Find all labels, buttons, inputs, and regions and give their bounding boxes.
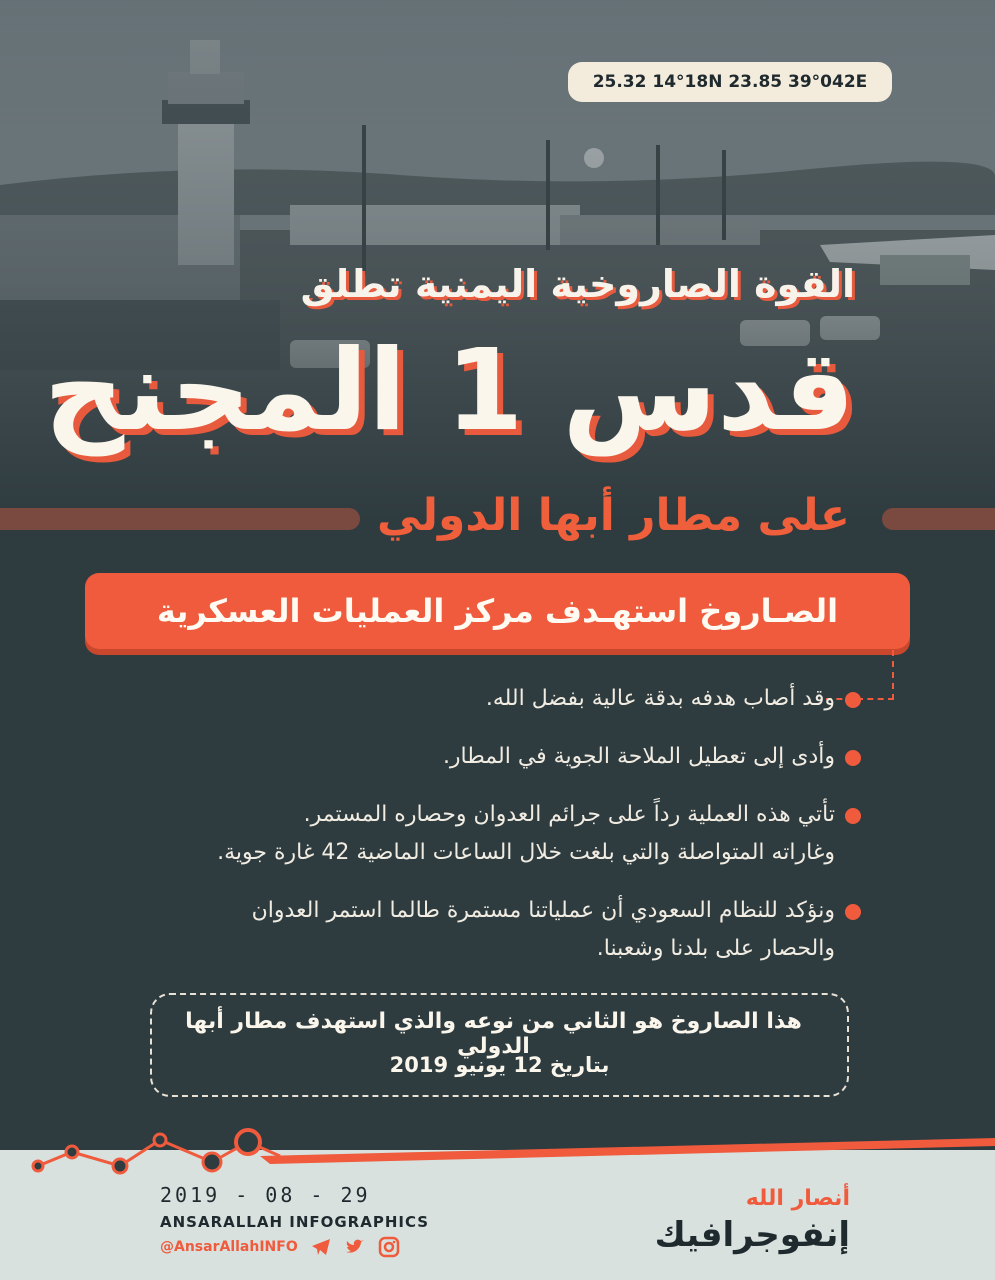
bullet-text: والحصار على بلدنا وشعبنا. bbox=[596, 936, 835, 961]
title-main: قدس 1 المجنح bbox=[43, 326, 855, 456]
twitter-icon[interactable] bbox=[344, 1236, 366, 1258]
footer-date: 2019 - 08 - 29 bbox=[160, 1183, 371, 1207]
decorative-bar-right bbox=[882, 508, 995, 530]
note-line-2: بتاريخ 12 يونيو 2019 bbox=[389, 1053, 610, 1077]
ansarallah-infographic-logo bbox=[654, 1185, 850, 1265]
bullet-item bbox=[95, 796, 835, 872]
footer-graph-decoration bbox=[0, 1118, 995, 1178]
subtitle-row bbox=[0, 490, 995, 546]
bullet-dot-icon bbox=[845, 692, 861, 708]
title-line-1: القوة الصاروخية اليمنية تطلق bbox=[300, 262, 855, 306]
bullet-item bbox=[95, 680, 835, 718]
title-subtitle: على مطار أبها الدولي bbox=[376, 490, 850, 541]
decorative-bar-left bbox=[0, 508, 360, 530]
footer-brand: ANSARALLAH INFOGRAPHICS bbox=[160, 1213, 430, 1231]
bullet-item bbox=[95, 738, 835, 776]
bullet-list bbox=[95, 680, 835, 988]
bullet-dot-icon bbox=[845, 750, 861, 766]
target-banner: الصـاروخ استهـدف مركز العمليات العسكرية bbox=[85, 573, 910, 649]
logo-top-text: أنصار الله bbox=[745, 1186, 850, 1211]
social-icons bbox=[310, 1236, 400, 1258]
note-line-1: هذا الصاروخ هو الثاني من نوعه والذي استهدف مطار أبها الدولي bbox=[185, 1009, 802, 1059]
note-box bbox=[150, 993, 849, 1097]
bullet-dot-icon bbox=[845, 904, 861, 920]
instagram-icon[interactable] bbox=[378, 1236, 400, 1258]
bullet-text: وأدى إلى تعطيل الملاحة الجوية في المطار. bbox=[442, 744, 835, 769]
bullet-text: تأتي هذه العملية رداً على جرائم العدوان وحصاره المستمر. bbox=[303, 802, 835, 827]
bullet-item bbox=[95, 892, 835, 968]
bullet-text: وغاراته المتواصلة والتي بلغت خلال الساعات الماضية 42 غارة جوية. bbox=[217, 840, 835, 865]
coordinates-pill: 25.32 14°18N 23.85 39°042E bbox=[568, 62, 892, 102]
bullet-text: وقد أصاب هدفه بدقة عالية بفضل الله. bbox=[485, 686, 835, 711]
bullet-dot-icon bbox=[845, 808, 861, 824]
telegram-icon[interactable] bbox=[310, 1236, 332, 1258]
bullet-text: ونؤكد للنظام السعودي أن عملياتنا مستمرة طالما استمر العدوان bbox=[251, 898, 835, 923]
dashed-connector bbox=[826, 650, 894, 700]
social-handle[interactable]: @AnsarAllahINFO bbox=[160, 1239, 298, 1255]
logo-bottom-text: إنفوجرافيك bbox=[654, 1215, 850, 1255]
